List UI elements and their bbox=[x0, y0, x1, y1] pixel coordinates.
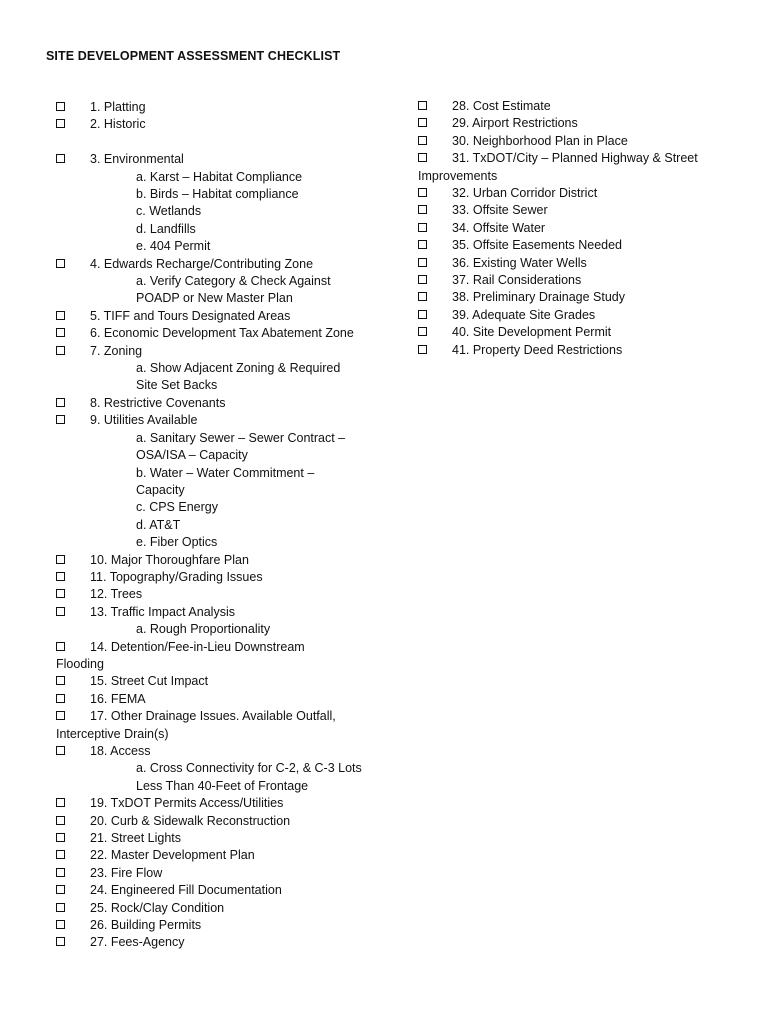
checklist-item bbox=[56, 343, 386, 360]
checklist-item-label: 25. Rock/Clay Condition bbox=[90, 900, 225, 915]
checkbox[interactable] bbox=[56, 259, 65, 268]
checklist-subitem-line: a. Rough Proportionality bbox=[136, 622, 271, 637]
checklist-item-label: 12. Trees bbox=[90, 587, 143, 602]
checklist-item bbox=[418, 185, 738, 202]
checklist-subitem bbox=[56, 169, 386, 186]
checklist-item-label: 21. Street Lights bbox=[90, 831, 182, 846]
checklist-item-label: 30. Neighborhood Plan in Place bbox=[452, 133, 628, 148]
checkbox[interactable] bbox=[56, 328, 65, 337]
checklist-item-label: 32. Urban Corridor District bbox=[452, 186, 598, 201]
checklist-subitem-line: b. Water – Water Commitment – bbox=[136, 465, 315, 480]
checkbox[interactable] bbox=[418, 153, 427, 162]
checkbox[interactable] bbox=[56, 746, 65, 755]
checkbox[interactable] bbox=[56, 676, 65, 685]
checklist-item bbox=[418, 307, 738, 324]
checklist-subitem bbox=[56, 186, 386, 203]
checklist-subitem bbox=[56, 360, 386, 395]
checklist-item-label: 2. Historic bbox=[90, 117, 146, 132]
checklist-item-continuation: Interceptive Drain(s) bbox=[56, 726, 169, 741]
checklist-item-label: 14. Detention/Fee-in-Lieu Downstream bbox=[90, 639, 305, 654]
checklist-item-label: 16. FEMA bbox=[90, 691, 146, 706]
checklist-subitem-line: a. Verify Category & Check Against bbox=[136, 274, 331, 289]
checklist-item-label: 28. Cost Estimate bbox=[452, 99, 551, 113]
checkbox[interactable] bbox=[56, 850, 65, 859]
checklist-subitem-line: POADP or New Master Plan bbox=[136, 291, 293, 306]
checkbox[interactable] bbox=[56, 589, 65, 598]
checklist-subitem-line: a. Cross Connectivity for C-2, & C-3 Lots bbox=[136, 761, 362, 776]
checklist-item-label: 23. Fire Flow bbox=[90, 865, 163, 880]
checkbox[interactable] bbox=[418, 258, 427, 267]
checklist-item-label: 40. Site Development Permit bbox=[452, 325, 612, 340]
checklist-item-label: 9. Utilities Available bbox=[90, 413, 198, 428]
checklist-subitem-line: e. 404 Permit bbox=[136, 239, 211, 254]
checklist-item-label: 11. Topography/Grading Issues bbox=[90, 569, 263, 584]
checklist-subitem-line: Site Set Backs bbox=[136, 378, 218, 393]
checklist-item-label: 17. Other Drainage Issues. Available Outfall, bbox=[90, 709, 336, 724]
checklist-item-label: 24. Engineered Fill Documentation bbox=[90, 883, 282, 898]
checkbox[interactable] bbox=[56, 572, 65, 581]
checklist-subitem-line: OSA/ISA – Capacity bbox=[136, 448, 248, 463]
checklist-subitem bbox=[56, 760, 386, 795]
checklist-subitem-line: d. Landfills bbox=[136, 221, 196, 236]
checklist-item-label: 1. Platting bbox=[90, 100, 146, 114]
checklist-item-label: 35. Offsite Easements Needed bbox=[452, 238, 623, 253]
checkbox[interactable] bbox=[418, 118, 427, 127]
checkbox[interactable] bbox=[56, 833, 65, 842]
checklist-item bbox=[56, 552, 386, 569]
checklist-item bbox=[56, 569, 386, 586]
checklist-subitem bbox=[56, 203, 386, 220]
checklist-item bbox=[56, 795, 386, 812]
checklist-item bbox=[418, 133, 738, 150]
checklist-subitem bbox=[56, 534, 386, 551]
checklist-item bbox=[56, 900, 386, 917]
checklist-item bbox=[418, 220, 738, 237]
checklist-item bbox=[56, 882, 386, 899]
checkbox[interactable] bbox=[418, 345, 427, 354]
checklist-subitem-line: b. Birds – Habitat compliance bbox=[136, 187, 299, 202]
checklist-item-label: 4. Edwards Recharge/Contributing Zone bbox=[90, 256, 314, 271]
checklist-item bbox=[56, 604, 386, 621]
checklist-item-label: 18. Access bbox=[90, 744, 151, 759]
checkbox[interactable] bbox=[56, 398, 65, 407]
checklist-item-continuation: Improvements bbox=[418, 168, 498, 183]
checklist-item bbox=[56, 99, 386, 116]
checklist-item bbox=[418, 324, 738, 341]
checklist-item bbox=[56, 325, 386, 342]
checklist-subitem-line: c. Wetlands bbox=[136, 204, 202, 219]
checkbox[interactable] bbox=[418, 310, 427, 319]
checklist-item-label: 19. TxDOT Permits Access/Utilities bbox=[90, 796, 284, 811]
checklist-item-label: 41. Property Deed Restrictions bbox=[452, 342, 623, 357]
checkbox[interactable] bbox=[56, 154, 65, 163]
checkbox[interactable] bbox=[56, 119, 65, 128]
checklist-item bbox=[56, 708, 386, 743]
checklist-item bbox=[56, 151, 386, 168]
checklist-subitem-line: c. CPS Energy bbox=[136, 500, 218, 515]
checklist-item-label: 31. TxDOT/City – Planned Highway & Street bbox=[452, 151, 698, 166]
checklist-column-right bbox=[418, 98, 738, 359]
checklist-item bbox=[418, 150, 738, 185]
checkbox[interactable] bbox=[418, 101, 427, 110]
checklist-item bbox=[56, 847, 386, 864]
checklist-subitem-line: Less Than 40-Feet of Frontage bbox=[136, 778, 309, 793]
checklist-item bbox=[56, 412, 386, 429]
checklist-item bbox=[418, 237, 738, 254]
checkbox[interactable] bbox=[56, 415, 65, 424]
checkbox[interactable] bbox=[56, 311, 65, 320]
checkbox[interactable] bbox=[56, 903, 65, 912]
checklist-subitem-line: d. AT&T bbox=[136, 517, 181, 532]
checklist-subitem-line: Capacity bbox=[136, 482, 185, 497]
checkbox[interactable] bbox=[56, 920, 65, 929]
checklist-item bbox=[56, 256, 386, 273]
checklist-subitem bbox=[56, 221, 386, 238]
checklist-subitem bbox=[56, 517, 386, 534]
checklist-item-label: 34. Offsite Water bbox=[452, 220, 546, 235]
checkbox[interactable] bbox=[56, 102, 65, 111]
checkbox[interactable] bbox=[56, 816, 65, 825]
checklist-subitem bbox=[56, 499, 386, 516]
checkbox[interactable] bbox=[56, 694, 65, 703]
checklist-subitem-line: a. Sanitary Sewer – Sewer Contract – bbox=[136, 430, 346, 445]
checklist-item-label: 8. Restrictive Covenants bbox=[90, 395, 226, 410]
checklist-subitem bbox=[56, 621, 386, 638]
checklist-item-label: 39. Adequate Site Grades bbox=[452, 307, 596, 322]
checklist-item-label: 22. Master Development Plan bbox=[90, 848, 255, 863]
checklist-column-left bbox=[56, 99, 386, 952]
checklist-item bbox=[56, 308, 386, 325]
checklist-subitem bbox=[56, 430, 386, 465]
checklist-item-label: 27. Fees-Agency bbox=[90, 935, 185, 950]
checklist-item-label: 15. Street Cut Impact bbox=[90, 674, 209, 689]
checklist-item-label: 5. TIFF and Tours Designated Areas bbox=[90, 308, 291, 323]
checkbox[interactable] bbox=[418, 240, 427, 249]
checklist-item bbox=[418, 202, 738, 219]
checklist-item-label: 20. Curb & Sidewalk Reconstruction bbox=[90, 813, 291, 828]
checklist-subitem-line: e. Fiber Optics bbox=[136, 535, 218, 550]
checklist-item bbox=[418, 255, 738, 272]
checkbox[interactable] bbox=[418, 188, 427, 197]
checkbox[interactable] bbox=[418, 205, 427, 214]
checkbox[interactable] bbox=[56, 642, 65, 651]
checkbox[interactable] bbox=[418, 223, 427, 232]
checklist-item bbox=[56, 865, 386, 882]
checklist-item-label: 6. Economic Development Tax Abatement Zone bbox=[90, 326, 354, 341]
page-title: SITE DEVELOPMENT ASSESSMENT CHECKLIST bbox=[46, 49, 341, 63]
checkbox[interactable] bbox=[56, 607, 65, 616]
checklist-item bbox=[56, 586, 386, 603]
spacer bbox=[56, 134, 386, 151]
checklist-item bbox=[56, 934, 386, 951]
checklist-item-label: 36. Existing Water Wells bbox=[452, 255, 587, 270]
checklist-subitem bbox=[56, 238, 386, 255]
checkbox[interactable] bbox=[418, 292, 427, 301]
checklist-item bbox=[56, 691, 386, 708]
checklist-item bbox=[418, 272, 738, 289]
checklist-item bbox=[56, 813, 386, 830]
checkbox[interactable] bbox=[56, 885, 65, 894]
checklist-item bbox=[56, 639, 386, 674]
checklist-item bbox=[56, 116, 386, 133]
checklist-item-label: 3. Environmental bbox=[90, 152, 184, 167]
checklist-item-label: 38. Preliminary Drainage Study bbox=[452, 290, 625, 305]
checkbox[interactable] bbox=[56, 798, 65, 807]
checkbox[interactable] bbox=[56, 937, 65, 946]
checklist-subitem bbox=[56, 273, 386, 308]
checkbox[interactable] bbox=[56, 868, 65, 877]
checklist-item bbox=[56, 395, 386, 412]
checkbox[interactable] bbox=[418, 136, 427, 145]
checklist-item bbox=[56, 743, 386, 760]
checklist-item bbox=[418, 342, 738, 359]
checklist-item-label: 29. Airport Restrictions bbox=[452, 116, 578, 131]
checklist-subitem-line: a. Show Adjacent Zoning & Required bbox=[136, 361, 341, 376]
checklist-item bbox=[56, 673, 386, 690]
checkbox[interactable] bbox=[418, 327, 427, 336]
checklist-item-label: 33. Offsite Sewer bbox=[452, 203, 548, 218]
checklist-item bbox=[418, 289, 738, 306]
checklist-item bbox=[56, 830, 386, 847]
checkbox[interactable] bbox=[418, 275, 427, 284]
checklist-item bbox=[418, 115, 738, 132]
checklist-subitem bbox=[56, 465, 386, 500]
checklist-item-continuation: Flooding bbox=[56, 656, 104, 671]
checklist-item bbox=[418, 98, 738, 115]
checkbox[interactable] bbox=[56, 346, 65, 355]
checkbox[interactable] bbox=[56, 711, 65, 720]
checklist-subitem-line: a. Karst – Habitat Compliance bbox=[136, 169, 303, 184]
checkbox[interactable] bbox=[56, 555, 65, 564]
checklist-item-label: 13. Traffic Impact Analysis bbox=[90, 604, 235, 619]
checklist-item-label: 26. Building Permits bbox=[90, 918, 202, 933]
checklist-item-label: 7. Zoning bbox=[90, 343, 143, 358]
checklist-item-label: 37. Rail Considerations bbox=[452, 273, 582, 288]
checklist-item bbox=[56, 917, 386, 934]
checklist-item-label: 10. Major Thoroughfare Plan bbox=[90, 552, 249, 567]
